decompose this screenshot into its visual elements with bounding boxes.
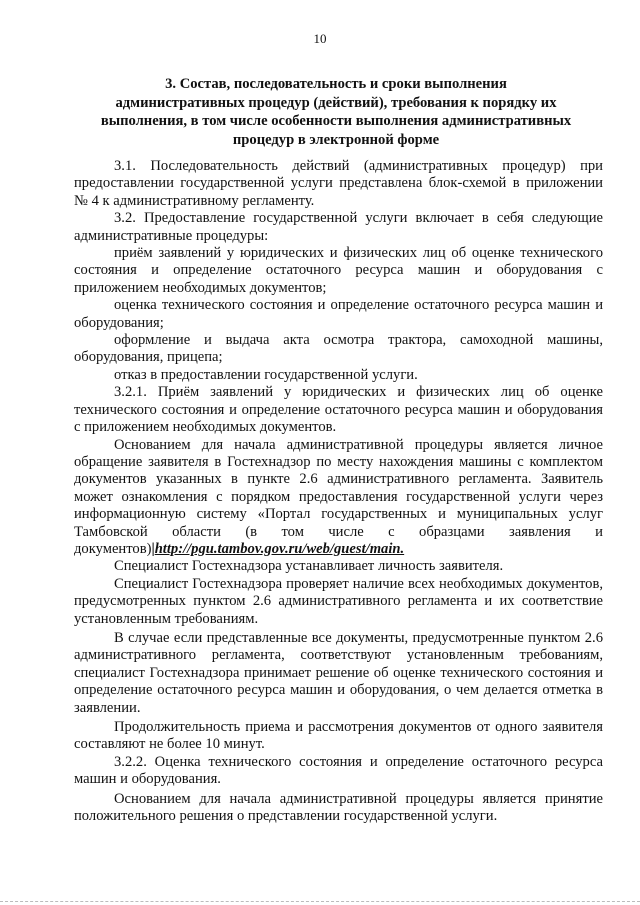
paragraph-3-2: 3.2. Предоставление государственной услуги включает в себя следующие административные процедуры: <box>74 210 603 244</box>
paragraph-3-2-2: 3.2.2. Оценка технического состояния и определение остаточного ресурса машин и оборудования. <box>74 753 603 788</box>
procedure-item-reception: приём заявлений у юридических и физических лиц об оценке технического состояния и определение остаточного ресурса машин и оборудования с приложением необходимых документов; <box>74 245 603 296</box>
scan-edge <box>0 901 640 903</box>
paragraph-decision: В случае если представленные все документы, предусмотренные пунктом 2.6 административного регламента, соответствуют установленным требованиям, специалист Гостехнадзора принимает решение об оценке технического состояния и определение остаточного ресурса машин и оборудования, о чем делается отметка в заявлении. <box>74 629 603 716</box>
paragraph-duration: Продолжительность приема и рассмотрения документов от одного заявителя составляют не более 10 минут. <box>74 719 603 753</box>
paragraph-documents-check: Специалист Гостехнадзора проверяет наличие всех необходимых документов, предусмотренных пунктом 2.6 административного регламента и их соответствие установленным требованиям. <box>74 575 603 627</box>
text-cursor: | <box>151 540 155 557</box>
page-number: 10 <box>313 31 327 46</box>
procedure-item-assessment: оценка технического состояния и определение остаточного ресурса машин и оборудования; <box>74 297 603 331</box>
paragraph-3-2-1: 3.2.1. Приём заявлений у юридических и физических лиц об оценке технического состояния и определение остаточного ресурса машин и оборудования с приложением необходимых документов. <box>74 384 603 436</box>
procedure-item-refusal: отказ в предоставлении государственной услуги. <box>114 366 418 383</box>
portal-link[interactable]: http://pgu.tambov.gov.ru/web/guest/main. <box>154 540 405 557</box>
paragraph-3-1: 3.1. Последовательность действий (административных процедур) при предоставлении государственной услуги представлена блок-схемой в приложении № 4 к административному регламенту. <box>74 158 603 209</box>
paragraph-identity-check: Специалист Гостехнадзора устанавливает личность заявителя. <box>114 558 504 575</box>
paragraph-basis-reception <box>74 437 603 559</box>
procedure-item-act: оформление и выдача акта осмотра трактора, самоходной машины, оборудования, прицепа; <box>74 332 603 366</box>
document-body <box>74 158 603 825</box>
paragraph-basis-text: Основанием для начала административной процедуры является личное обращение заявителя в Гостехнадзор по месту нахождения машины с комплектом документов указанных в пункте 2.6 административного регламента. Заявитель может ознакомления с порядком предоставления государственной услуги через информационную систему «Портал государственных и муниципальных услуг Тамбовской области (в том числе с образцами заявления и документов) <box>74 436 603 557</box>
section-heading: 3. Состав, последовательность и сроки выполнения административных процедур (действий), требования к порядку их выполнения, в том числе особенности выполнения административных процедур в электронной форме <box>100 76 572 148</box>
paragraph-basis-assessment: Основанием для начала административной процедуры является принятие положительного решения о представлении государственной услуги. <box>74 790 603 825</box>
